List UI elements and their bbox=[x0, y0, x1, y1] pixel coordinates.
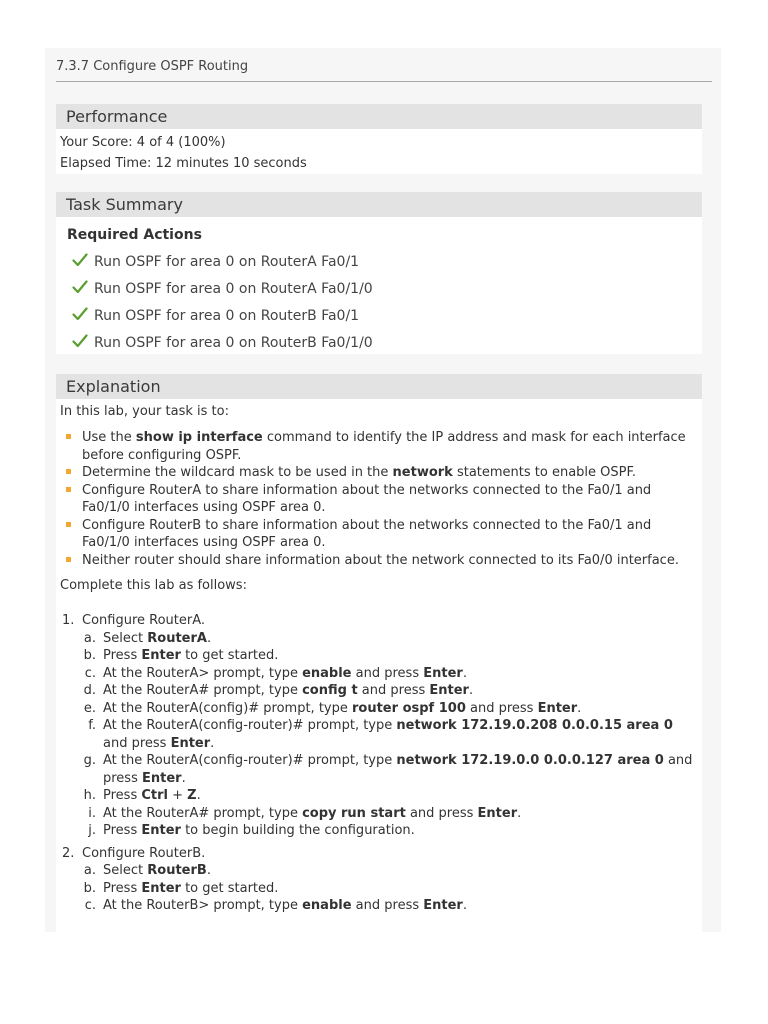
substep-letter: j. bbox=[88, 823, 96, 838]
step-item bbox=[60, 612, 700, 840]
text: Press bbox=[103, 788, 142, 803]
substep-letter: h. bbox=[83, 788, 96, 803]
step-list bbox=[60, 612, 700, 920]
complete-instructions: Complete this lab as follows: bbox=[60, 578, 247, 593]
required-action-item bbox=[72, 280, 373, 297]
text: statements to enable OSPF. bbox=[452, 465, 637, 480]
required-action-label: Run OSPF for area 0 on RouterB Fa0/1 bbox=[94, 308, 360, 324]
text: . bbox=[517, 805, 522, 821]
bold-text: config t bbox=[302, 683, 358, 698]
checkmark-icon bbox=[72, 307, 88, 321]
text: Select bbox=[103, 863, 148, 878]
text: Neither router should share information about the network connected to its Fa0/0 interface. bbox=[82, 552, 679, 568]
substep-letter: d. bbox=[83, 683, 96, 698]
text: Press bbox=[103, 648, 142, 663]
text: . bbox=[468, 683, 474, 698]
bold-text: RouterA bbox=[147, 630, 207, 646]
task-bullet bbox=[60, 552, 700, 570]
step-number: 1. bbox=[62, 613, 75, 628]
text: to get started. bbox=[180, 880, 279, 896]
substep-list bbox=[82, 862, 700, 915]
substep-letter: f. bbox=[88, 718, 96, 733]
text: Use the bbox=[82, 430, 136, 445]
performance-section bbox=[56, 104, 702, 174]
substep-item bbox=[82, 862, 700, 880]
bold-text: Enter bbox=[142, 770, 182, 786]
text: Configure RouterB to share information about the networks connected to the Fa0/1 and Fa0/1/0 interfaces using OSPF area 0. bbox=[82, 517, 652, 550]
step-item bbox=[60, 845, 700, 915]
text: and press bbox=[357, 683, 430, 698]
bold-text: Enter bbox=[537, 700, 578, 716]
substep-letter: b. bbox=[83, 648, 96, 663]
bold-text: Enter bbox=[423, 898, 463, 913]
substep-list bbox=[82, 630, 700, 840]
task-bullet bbox=[60, 429, 700, 464]
text: to begin building the configuration. bbox=[180, 823, 415, 838]
substep-item bbox=[82, 787, 700, 805]
task-bullet bbox=[60, 464, 700, 482]
required-action-item bbox=[72, 307, 359, 324]
bold-text: network 172.19.0.0 0.0.0.127 area 0 bbox=[396, 753, 664, 768]
text: and press bbox=[351, 898, 424, 913]
explanation-heading: Explanation bbox=[56, 374, 702, 399]
text: Press bbox=[103, 880, 142, 896]
substep-letter: g. bbox=[83, 753, 96, 768]
bold-text: enable bbox=[302, 665, 352, 681]
bold-text: Enter bbox=[429, 683, 469, 698]
checkmark-icon bbox=[72, 334, 88, 348]
substep-item bbox=[82, 665, 700, 683]
bullet-marker bbox=[66, 557, 71, 562]
text: and press bbox=[465, 700, 538, 716]
task-bullet bbox=[60, 517, 700, 552]
lab-report bbox=[45, 48, 721, 932]
substep-item bbox=[82, 822, 700, 840]
text: . bbox=[206, 863, 211, 878]
required-action-label: Run OSPF for area 0 on RouterB Fa0/1/0 bbox=[94, 335, 373, 351]
substep-letter: c. bbox=[84, 898, 96, 913]
substep-item bbox=[82, 647, 700, 665]
bullet-marker bbox=[66, 434, 71, 439]
breadcrumb-divider bbox=[56, 81, 712, 82]
bold-text: RouterB bbox=[147, 863, 207, 878]
text: and press bbox=[103, 753, 693, 786]
required-action-label: Run OSPF for area 0 on RouterA Fa0/1 bbox=[94, 254, 360, 270]
task-summary-heading: Task Summary bbox=[56, 192, 702, 217]
score-text: Your Score: 4 of 4 (100%) bbox=[60, 135, 226, 150]
text: . bbox=[577, 700, 582, 716]
text: Select bbox=[103, 630, 148, 646]
bold-text: network 172.19.0.208 0.0.0.15 area 0 bbox=[396, 718, 673, 733]
text: At the RouterB> prompt, type bbox=[103, 898, 303, 913]
bold-text: Ctrl bbox=[141, 788, 168, 803]
substep-letter: a. bbox=[83, 863, 96, 878]
substep-item bbox=[82, 717, 700, 752]
bold-text: copy run start bbox=[302, 805, 406, 821]
text: . bbox=[206, 630, 212, 646]
bold-text: Enter bbox=[141, 880, 181, 896]
text: . bbox=[210, 735, 215, 751]
text: At the RouterA(config-router)# prompt, type bbox=[103, 753, 397, 768]
text: . bbox=[462, 665, 467, 681]
elapsed-time-text: Elapsed Time: 12 minutes 10 seconds bbox=[60, 156, 307, 171]
substep-item bbox=[82, 682, 700, 700]
step-label: Configure RouterB. bbox=[82, 845, 206, 861]
text: and press bbox=[351, 665, 424, 681]
bold-text: show ip interface bbox=[135, 430, 263, 445]
performance-heading: Performance bbox=[56, 104, 702, 129]
required-action-item bbox=[72, 334, 373, 351]
checkmark-icon bbox=[72, 253, 88, 267]
text: Configure RouterA to share information about the networks connected to the Fa0/1 and Fa0/1/0 interfaces using OSPF area 0. bbox=[82, 482, 652, 515]
checkmark-icon bbox=[72, 280, 88, 294]
text: command to identify the IP address and mask for each interface before configuring OSPF. bbox=[82, 430, 686, 463]
explanation-section bbox=[56, 374, 702, 932]
text: Press bbox=[103, 823, 142, 838]
text: At the RouterA# prompt, type bbox=[103, 683, 303, 698]
text: At the RouterA(config-router)# prompt, type bbox=[103, 718, 397, 733]
bullet-marker bbox=[66, 469, 71, 474]
text: and press bbox=[103, 735, 171, 751]
step-number: 2. bbox=[62, 845, 75, 861]
text: and press bbox=[405, 805, 478, 821]
task-summary-section bbox=[56, 192, 702, 354]
substep-item bbox=[82, 880, 700, 898]
text: to get started. bbox=[180, 648, 279, 663]
bold-text: Enter bbox=[141, 648, 181, 663]
substep-letter: b. bbox=[83, 880, 96, 896]
bullet-marker bbox=[66, 522, 71, 527]
text: . bbox=[196, 788, 201, 803]
bold-text: router ospf 100 bbox=[352, 700, 466, 716]
required-action-item bbox=[72, 253, 359, 270]
text: . bbox=[181, 770, 186, 786]
substep-letter: i. bbox=[88, 805, 96, 821]
explanation-intro: In this lab, your task is to: bbox=[60, 404, 229, 419]
text: . bbox=[462, 898, 467, 913]
substep-letter: a. bbox=[83, 630, 96, 646]
substep-item bbox=[82, 897, 700, 915]
substep-letter: c. bbox=[84, 665, 96, 681]
bold-text: Enter bbox=[170, 735, 211, 751]
required-action-label: Run OSPF for area 0 on RouterA Fa0/1/0 bbox=[94, 281, 373, 297]
substep-letter: e. bbox=[83, 700, 96, 716]
substep-item bbox=[82, 805, 700, 823]
text: At the RouterA# prompt, type bbox=[103, 805, 303, 821]
text: + bbox=[167, 788, 188, 803]
task-bullet bbox=[60, 482, 700, 517]
bullet-marker bbox=[66, 487, 71, 492]
task-bullet-list bbox=[60, 429, 700, 569]
text: Determine the wildcard mask to be used in the bbox=[82, 465, 393, 480]
required-actions-title: Required Actions bbox=[67, 227, 202, 243]
breadcrumb: 7.3.7 Configure OSPF Routing bbox=[56, 59, 249, 74]
step-label: Configure RouterA. bbox=[82, 613, 206, 628]
text: At the RouterA(config)# prompt, type bbox=[103, 700, 352, 716]
bold-text: Enter bbox=[141, 823, 181, 838]
bold-text: enable bbox=[302, 898, 352, 913]
text: At the RouterA> prompt, type bbox=[103, 665, 303, 681]
bold-text: Enter bbox=[423, 665, 463, 681]
bold-text: Z bbox=[187, 788, 197, 803]
substep-item bbox=[82, 752, 700, 787]
substep-item bbox=[82, 630, 700, 648]
bold-text: Enter bbox=[477, 805, 518, 821]
substep-item bbox=[82, 700, 700, 718]
bold-text: network bbox=[392, 465, 453, 480]
